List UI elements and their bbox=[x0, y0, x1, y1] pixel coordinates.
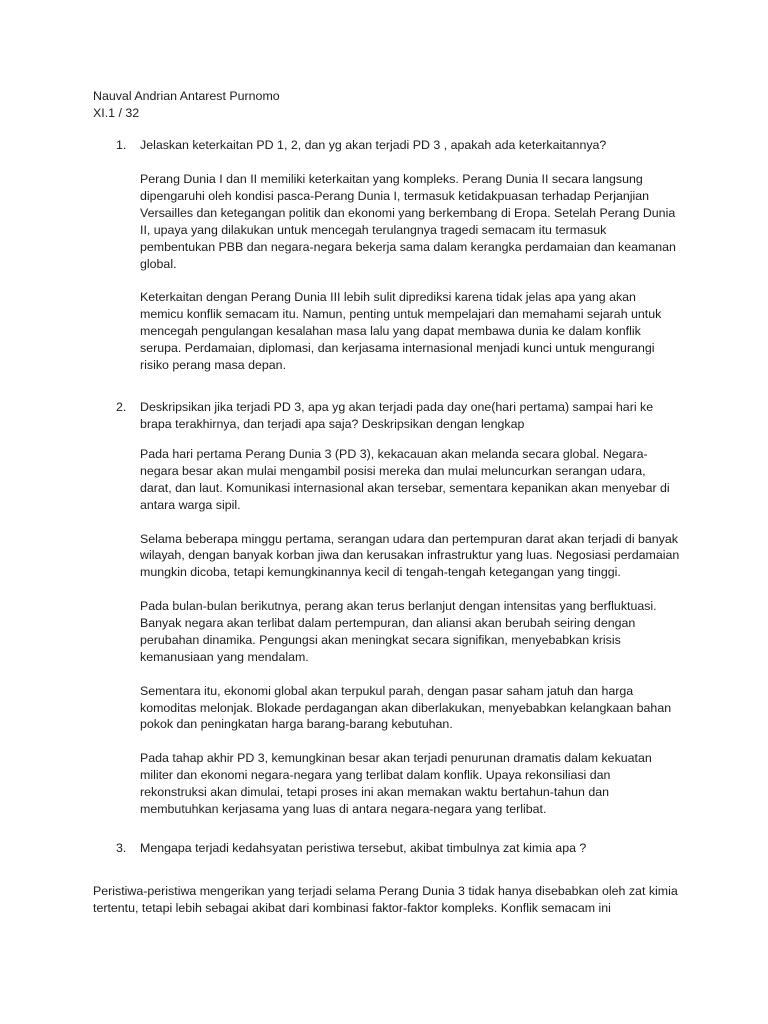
answer-2 bbox=[140, 446, 680, 835]
answer-1 bbox=[140, 171, 680, 391]
student-name: Nauval Andrian Antarest Purnomo bbox=[93, 89, 280, 103]
question-2 bbox=[116, 399, 686, 433]
student-class: XI.1 / 32 bbox=[93, 105, 140, 120]
question-text: Mengapa terjadi kedahsyatan peristiwa tersebut, akibat timbulnya zat kimia apa ? bbox=[140, 841, 587, 855]
question-text: Deskripsikan jika terjadi PD 3, apa yg akan terjadi pada day one(hari pertama) sampai hari ke brapa terakhirnya, dan terjadi apa saja? Deskripsikan dengan lengkap bbox=[140, 400, 654, 431]
question-number: 2. bbox=[116, 400, 127, 414]
answer-paragraph: Selama beberapa minggu pertama, serangan udara dan pertempuran darat akan terjadi di banyak wilayah, dengan banyak korban jiwa dan kerusakan infrastruktur yang luas. Negosiasi perdamaian mungkin dicoba, tetapi kemungkinannya kecil di tengah-tengah ketegangan yang tinggi. bbox=[140, 531, 680, 580]
question-1 bbox=[116, 137, 686, 154]
question-number: 1. bbox=[116, 138, 127, 152]
question-text: Jelaskan keterkaitan PD 1, 2, dan yg akan terjadi PD 3 , apakah ada keterkaitannya? bbox=[140, 138, 607, 152]
answer-paragraph: Pada bulan-bulan berikutnya, perang akan terus berlanjut dengan intensitas yang berfluktuasi. Banyak negara akan terlibat dalam pertempuran, dan aliansi akan berubah seiring dengan perubahan dinamika. Pengungsi akan meningkat secara signifikan, menyebabkan krisis kemanusiaan yang mendalam. bbox=[140, 599, 657, 664]
answer-paragraph: Pada hari pertama Perang Dunia 3 (PD 3), kekacauan akan melanda secara global. Negara-negara besar akan mulai mengambil posisi mereka dan mulai meluncurkan serangan udara, darat, dan laut. Komunikasi internasional akan tersebar, sementara kepanikan akan menyebar di antara warga sipil. bbox=[140, 447, 670, 512]
question-number: 3. bbox=[116, 841, 127, 855]
answer-paragraph: Sementara itu, ekonomi global akan terpukul parah, dengan pasar saham jatuh dan harga komoditas melonjak. Blokade perdagangan akan diberlakukan, menyebabkan kelangkaan bahan pokok dan peningkatan harga barang-barang kebutuhan. bbox=[140, 683, 672, 732]
question-3 bbox=[116, 840, 686, 857]
document-header bbox=[93, 88, 693, 122]
answer-paragraph: Keterkaitan dengan Perang Dunia III lebih sulit diprediksi karena tidak jelas apa yang akan memicu konflik semacam itu. Namun, penting untuk mempelajari dan memahami sejarah untuk mencegah pengulangan kesalahan masa lalu yang dapat membawa dunia ke dalam konflik serupa. Perdamaian, diplomasi, dan kerjasama internasional menjadi kunci untuk mengurangi risiko perang masa depan. bbox=[140, 290, 662, 372]
closing-paragraph: Peristiwa-peristiwa mengerikan yang terjadi selama Perang Dunia 3 tidak hanya disebabkan oleh zat kimia tertentu, tetapi lebih sebagai akibat dari kombinasi faktor-faktor kompleks. Konflik semacam ini bbox=[93, 884, 678, 915]
answer-paragraph: Pada tahap akhir PD 3, kemungkinan besar akan terjadi penurunan dramatis dalam kekuatan militer dan ekonomi negara-negara yang terlibat dalam konflik. Upaya rekonsiliasi dan rekonstruksi akan dimulai, tetapi proses ini akan memakan waktu bertahun-tahun dan membutuhkan kerjasama yang luas di antara negara-negara yang terlibat. bbox=[140, 751, 652, 816]
answer-paragraph: Perang Dunia I dan II memiliki keterkaitan yang kompleks. Perang Dunia II secara langsung dipengaruhi oleh kondisi pasca-Perang Dunia I, termasuk ketidakpuasan terhadap Perjanjian Versailles dan ketegangan politik dan ekonomi yang berkembang di Eropa. Setelah Perang Dunia II, upaya yang dilakukan untuk mencegah terulangnya tragedi semacam itu termasuk pembentukan PBB dan negara-negara bekerja sama dalam kerangka perdamaian dan keamanan global. bbox=[140, 172, 676, 271]
